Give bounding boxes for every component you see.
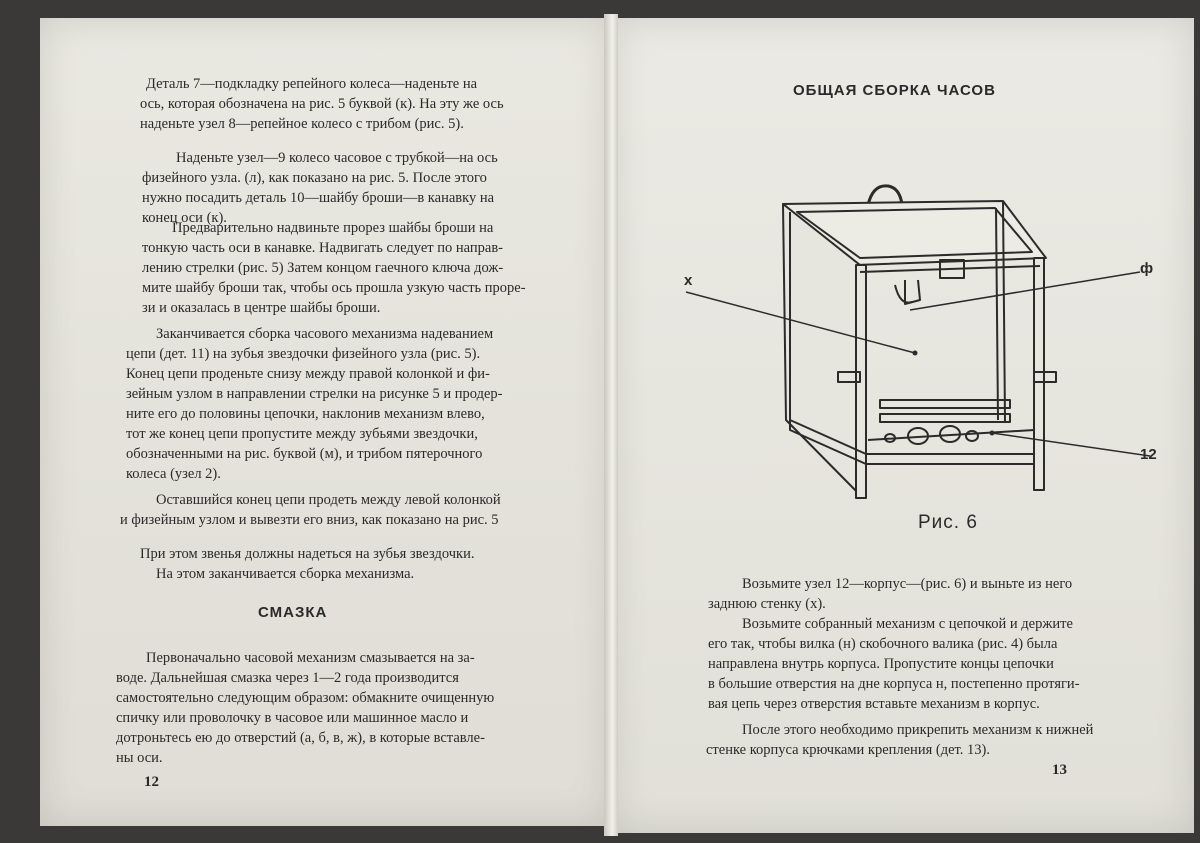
- section-heading-lubrication: СМАЗКА: [258, 604, 328, 621]
- left-paragraph-2: Наденьте узел—9 колесо часовое с трубкой—на ось физейного узла. (л), как показано на рис. 5. После этого нужно посадить деталь 10—шайбу броши—в канавку на конец оси (к).: [142, 150, 498, 226]
- figure-label-f: ф: [1140, 260, 1154, 277]
- right-paragraph-1: Возьмите узел 12—корпус—(рис. 6) и выньте из него заднюю стенку (х).: [708, 576, 1073, 612]
- left-paragraph-1: Деталь 7—подкладку репейного колеса—наденьте на ось, которая обозначена на рис. 5 буквой (к). На эту же ось наденьте узел 8—репейное колесо с трибом (рис. 5).: [140, 76, 504, 132]
- left-paragraph-6: При этом звенья должны надеться на зубья звездочки. На этом заканчивается сборка механизма.: [140, 546, 475, 582]
- right-page-title: ОБЩАЯ СБОРКА ЧАСОВ: [793, 82, 996, 99]
- right-paragraph-3: После этого необходимо прикрепить механизм к нижней стенке корпуса крючками крепления (дет. 13).: [706, 722, 1094, 758]
- figure-label-x: х: [684, 272, 693, 289]
- left-paragraph-5: Оставшийся конец цепи продеть между левой колонкой и физейным узлом и вывезти его вниз, как показано на рис. 5: [120, 492, 501, 528]
- left-paragraph-7: Первоначально часовой механизм смазывается на за- воде. Дальнейшая смазка через 1—2 года производится самостоятельно следующим образом: обмакните очищенную спичку или проволочку в часовое или машинное масло и дотроньтесь ею до отверстий (а, б, в, ж), в которые вставле- ны оси.: [116, 650, 495, 766]
- figure-label-12: 12: [1140, 446, 1157, 463]
- page-number-right: 13: [1052, 762, 1067, 778]
- page-number-left: 12: [144, 774, 159, 790]
- left-paragraph-4: Заканчивается сборка часового механизма надеванием цепи (дет. 11) на зубья звездочки физейного узла (рис. 5). Конец цепи проденьте снизу между правой колонкой и фи- зейным узлом в направлении стрелки на рисунке 5 и продер- ните его до половины цепочки, наклонив механизм влево, тот же конец цепи пропустите между зубьями звездочки, обозначенными на рис. буквой (м), и трибом пятерочного колеса (узел 2).: [126, 326, 503, 482]
- right-paragraph-2: Возьмите собранный механизм с цепочкой и держите его так, чтобы вилка (н) скобочного валика (рис. 4) была направлена внутрь корпуса. Пропустите концы цепочки в большие отверстия на дне корпуса н, постепенно протяги- вая цепь через отверстия вставьте механизм в корпус.: [708, 616, 1080, 712]
- left-paragraph-3: Предварительно надвиньте прорез шайбы броши на тонкую часть оси в канавке. Надвигать следует по направ- лению стрелки (рис. 5) Затем концом гаечного ключа дож- мите шайбу броши так, чтобы ось прошла узкую часть проре- зи и оказалась в центре шайбы броши.: [142, 220, 526, 316]
- figure-caption: Рис. 6: [918, 512, 978, 533]
